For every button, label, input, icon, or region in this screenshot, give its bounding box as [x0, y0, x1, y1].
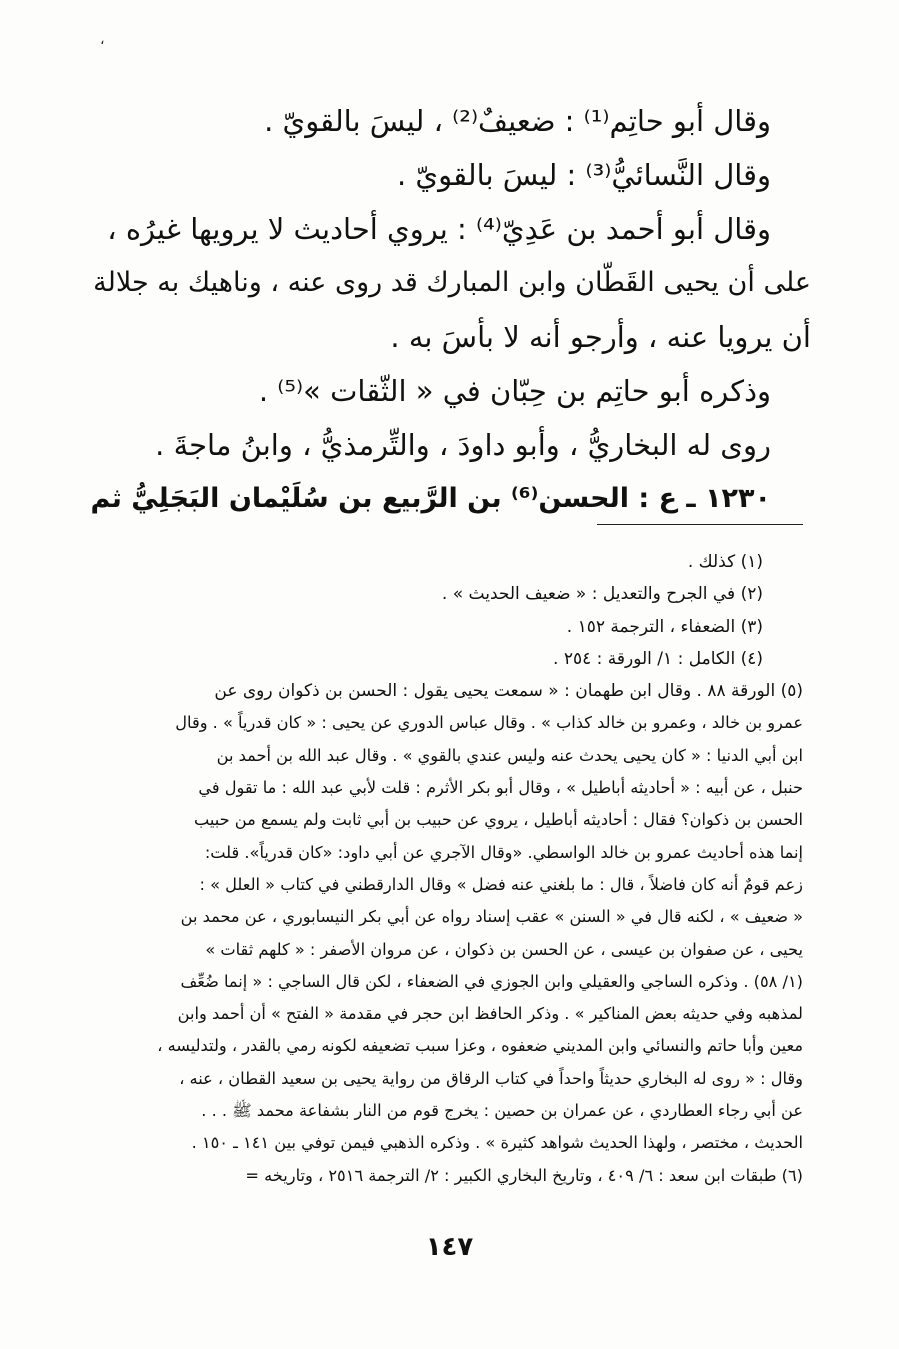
footnote-line: عمرو بن خالد ، وعمرو بن خالد كذاب » . وقال عباس الدوري عن يحيى : « كان قدرياً » . وقال — [175, 713, 803, 733]
main-text — [90, 94, 811, 526]
footnote-line: ابن أبي الدنيا : « كان يحيى يحدث عنه وليس عندي بالقوي » . وقال عبد الله بن أحمد بن — [216, 745, 803, 765]
footnote: (١) كذلك . — [687, 552, 763, 572]
footnote-line: عن أبي رجاء العطاردي ، عن عمران بن حصين : يخرج قوم من النار بشفاعة محمد ﷺ . . . — [201, 1101, 803, 1121]
footnote-line: يحيى ، عن صفوان بن عيسى ، عن الحسن بن ذكوان ، عن مروان الأصفر : « كلهم ثقات » — [205, 939, 803, 959]
main-line: وقال أبو حاتِم⁽¹⁾ : ضعيفٌ⁽²⁾ ، ليسَ بالقويّ . — [264, 104, 771, 138]
footnote-line: زعم قومٌ أنه كان فاضلاً ، قال : ما بلغني عنه فضل » وقال الدارقطني في كتاب « العلل » : — [199, 874, 803, 894]
margin-mark: ، — [100, 32, 105, 48]
footnote-line: لمذهبه وفي حديثه بعض المناكير » . وذكر الحافظ ابن حجر في مقدمة « الفتح » أن أحمد وابن — [177, 1004, 803, 1024]
main-line: روى له البخاريُّ ، وأبو داودَ ، والتِّرمذيُّ ، وابنُ ماجةَ . — [155, 428, 771, 462]
main-line: وقال أبو أحمد بن عَدِيّ⁽⁴⁾ : يروي أحاديث لا يرويها غيرُه ، — [107, 212, 771, 246]
footnote-line: الحديث ، مختصر ، ولهذا الحديث شواهد كثيرة » . وذكره الذهبي فيمن توفي بين ١٤١ ـ ١٥٠ . — [191, 1133, 803, 1153]
footnote: (٥) الورقة ٨٨ . وقال ابن طهمان : « سمعت يحيى يقول : الحسن بن ذكوان روى عن — [214, 681, 803, 702]
footnote-line: وقال : « روى له البخاري حديثاً واحداً في كتاب الرقاق من رواية يحيى بن سعيد القطان ، عنه ، — [179, 1068, 803, 1088]
footnote-line: حنبل ، عن أبيه : « أحاديثه أباطيل » ، وقال أبو بكر الأثرم : قلت لأبي عبد الله : ما تقول في — [198, 778, 803, 798]
footnote-line: معين وأبا حاتم والنسائي وابن المديني ضعفوه ، وعزا سبب تضعيفه لكونه رمي بالقدر ، ولتدليسه ، — [157, 1036, 803, 1056]
main-line: على أن يحيى القَطّان وابن المبارك قد روى عنه ، وناهيك به جلالة — [93, 267, 811, 298]
page-number: ١٤٧ — [425, 1232, 474, 1262]
entry-heading: ١٢٣٠ ـ ع : الحسن⁽⁶⁾ بن الرَّبيع بن سُلَيْمان البَجَلِيُّ ثم — [90, 483, 771, 514]
main-line: وذكره أبو حاتِم بن حِبّان في « الثّقات »⁽⁵⁾ . — [258, 374, 771, 408]
footnote-line: (١/ ٥٨) . وذكره الساجي والعقيلي وابن الجوزي في الضعفاء ، لكن قال الساجي : « إنما ضُعِّف — [180, 971, 803, 991]
footnote-separator — [597, 524, 803, 525]
footnote: (٢) في الجرح والتعديل : « ضعيف الحديث » . — [441, 584, 763, 605]
footnote: (٦) طبقات ابن سعد : ٦/ ٤٠٩ ، وتاريخ البخاري الكبير : ٢/ الترجمة ٢٥١٦ ، وتاريخه = — [245, 1165, 803, 1185]
footnotes — [92, 546, 803, 1192]
footnote: (٣) الضعفاء ، الترجمة ١٥٢ . — [566, 616, 763, 637]
footnote: (٤) الكامل : ١/ الورقة : ٢٥٤ . — [553, 648, 763, 669]
main-line: أن يرويا عنه ، وأرجو أنه لا بأسَ به . — [390, 320, 811, 354]
main-line: وقال النَّسائيُّ⁽³⁾ : ليسَ بالقويّ . — [397, 158, 771, 192]
footnote-line: « ضعيف » ، لكنه قال في « السنن » عقب إسناد رواه عن أبي بكر النيسابوري ، عن محمد بن — [180, 907, 803, 927]
footnote-line: الحسن بن ذكوان؟ فقال : أحاديثه أباطيل ، يروي عن حبيب بن أبي ثابت ولم يسمع من حبيب — [193, 810, 803, 830]
footnote-line: إنما هذه أحاديث عمرو بن خالد الواسطي. «وقال الآجري عن أبي داود: «كان قدرياً». قلت: — [204, 842, 803, 862]
